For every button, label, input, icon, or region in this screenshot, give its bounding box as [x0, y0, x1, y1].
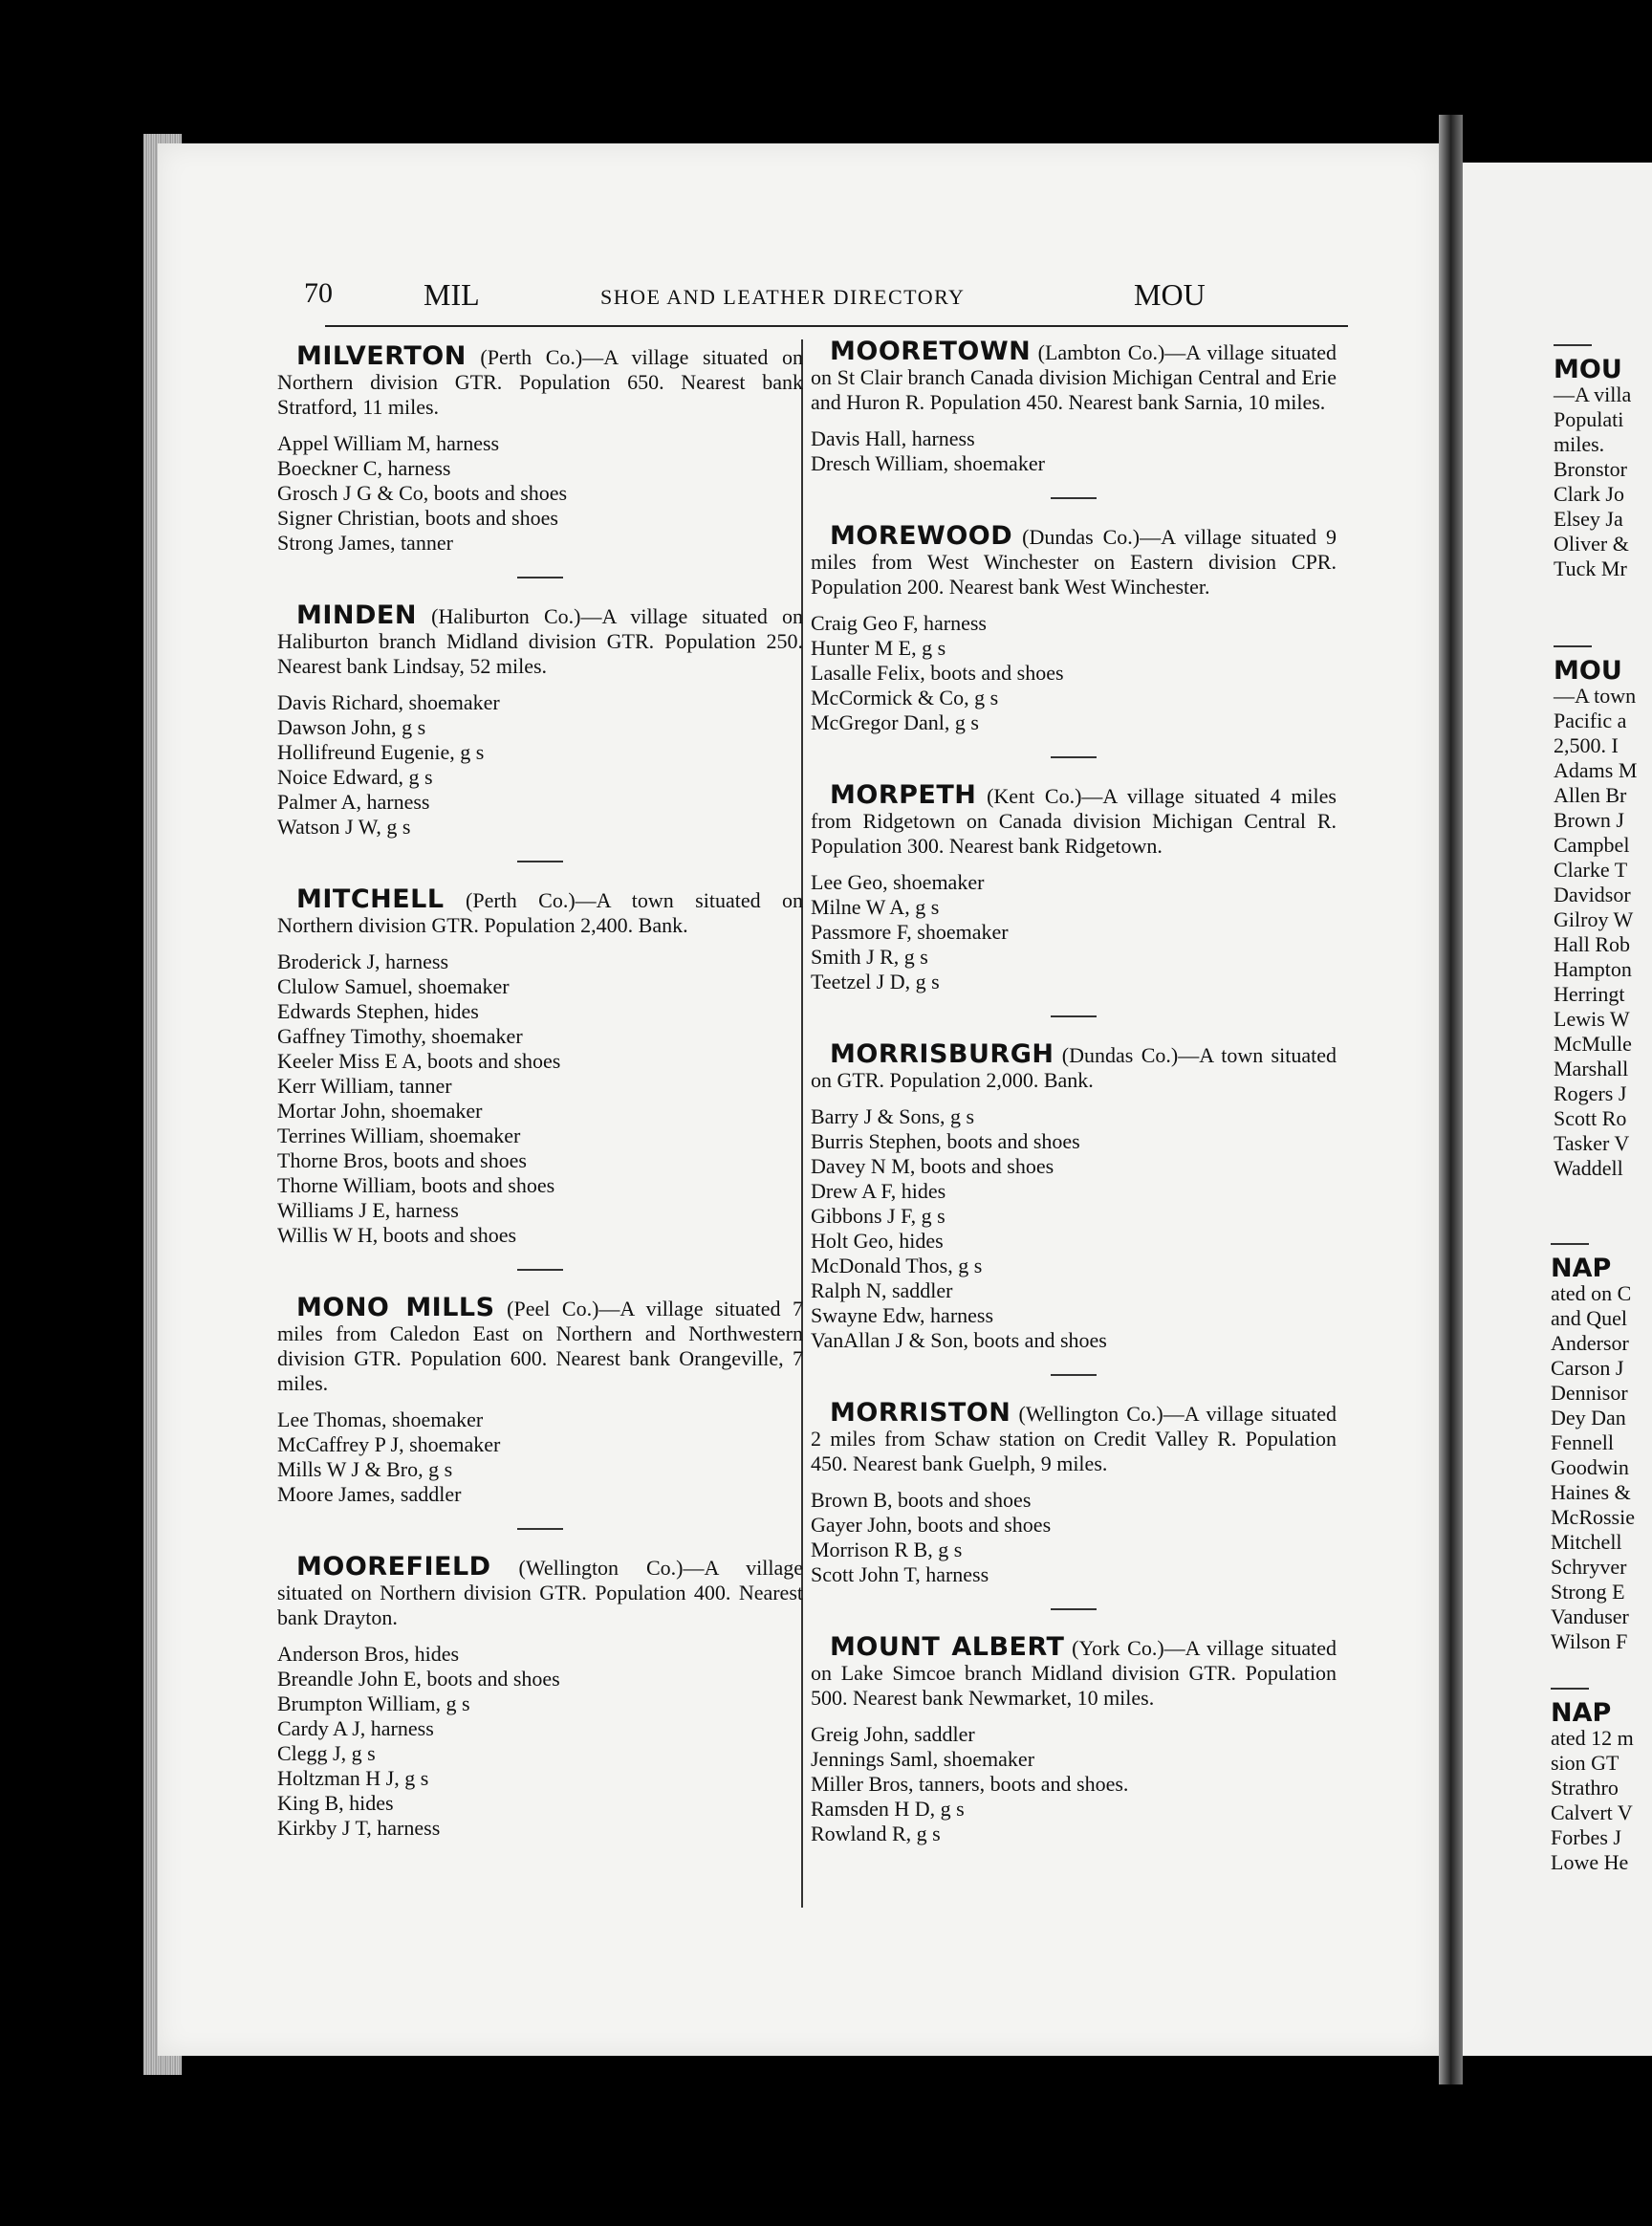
- business-listing: McGregor Danl, g s: [811, 710, 979, 734]
- entry-separator: [1051, 1015, 1097, 1017]
- town-description: [811, 1398, 1337, 1476]
- town-name: MOORETOWN: [830, 337, 1032, 366]
- entry-separator: [1051, 1608, 1097, 1610]
- book-gutter: [1439, 115, 1463, 2084]
- facing-line: Calvert V: [1551, 1800, 1633, 1824]
- business-listing: Ralph N, saddler: [811, 1278, 953, 1302]
- business-listing: Thorne Bros, boots and shoes: [277, 1148, 527, 1172]
- town-name: MILVERTON: [296, 341, 467, 371]
- town-entry: [811, 339, 1337, 476]
- town-name: MOOREFIELD: [296, 1552, 491, 1582]
- town-description: [277, 1293, 803, 1396]
- facing-line: Clarke T: [1554, 858, 1628, 882]
- business-listing: Grosch J G & Co, boots and shoes: [277, 481, 568, 505]
- business-listing: McDonald Thos, g s: [811, 1254, 983, 1277]
- town-name: MINDEN: [296, 600, 417, 630]
- facing-line: Adams M: [1554, 758, 1638, 782]
- facing-line: and Quel: [1551, 1306, 1628, 1330]
- business-listing: Davey N M, boots and shoes: [811, 1154, 1054, 1178]
- facing-line: Lewis W: [1554, 1007, 1630, 1031]
- town-name: MOUNT ALBERT: [830, 1632, 1065, 1662]
- business-listing: Rowland R, g s: [811, 1822, 941, 1845]
- business-listing: Williams J E, harness: [277, 1198, 459, 1222]
- directory-title: SHOE AND LEATHER DIRECTORY: [600, 285, 966, 309]
- town-name: MORRISBURGH: [830, 1039, 1054, 1069]
- facing-line: Fennell: [1551, 1430, 1614, 1454]
- business-listing: Gibbons J F, g s: [811, 1204, 946, 1228]
- facing-line: Marshall: [1554, 1057, 1629, 1080]
- business-listing: Mills W J & Bro, g s: [277, 1457, 453, 1481]
- facing-line: Oliver &: [1554, 532, 1629, 556]
- business-listing: Broderick J, harness: [277, 949, 449, 973]
- business-listing: Hollifreund Eugenie, g s: [277, 740, 485, 764]
- business-listing: Appel William M, harness: [277, 431, 500, 455]
- entry-separator: [517, 577, 563, 578]
- business-listing: Lee Geo, shoemaker: [811, 870, 985, 894]
- entry-separator: [517, 1269, 563, 1271]
- town-entry: [277, 1552, 803, 1841]
- business-listing: Greig John, saddler: [811, 1722, 975, 1746]
- town-entry: [811, 780, 1337, 994]
- town-details: (Dundas Co.)—A village situated 9 miles from West Winchester on Eastern division CPR. Population 200. Nearest bank West Winchester.: [811, 525, 1337, 599]
- town-description: [277, 341, 803, 420]
- facing-block: [1554, 344, 1652, 581]
- facing-line: Populati: [1554, 407, 1624, 431]
- entry-separator: [1051, 1374, 1097, 1376]
- facing-line: —A town: [1554, 684, 1637, 708]
- facing-line: —A villa: [1554, 382, 1632, 406]
- business-listing: Milne W A, g s: [811, 895, 940, 919]
- town-entry: [277, 341, 803, 556]
- facing-rule: [1554, 645, 1592, 647]
- running-head: [304, 277, 1346, 316]
- facing-rule: [1551, 1243, 1589, 1245]
- town-entry: [277, 600, 803, 840]
- business-listing: Davis Richard, shoemaker: [277, 690, 500, 714]
- business-listing: Breandle John E, boots and shoes: [277, 1667, 560, 1691]
- town-description: [811, 780, 1337, 859]
- facing-line: Gilroy W: [1554, 907, 1634, 931]
- town-name: MITCHELL: [296, 884, 445, 914]
- facing-block: [1551, 1243, 1652, 1654]
- business-listing: Teetzel J D, g s: [811, 970, 940, 993]
- right-guide-word: MOU: [1134, 277, 1206, 312]
- facing-line: Carson J: [1551, 1356, 1624, 1380]
- town-details: (Dundas Co.)—A town situated on GTR. Population 2,000. Bank.: [811, 1043, 1337, 1092]
- header-rule: [325, 325, 1348, 327]
- business-listing: Clegg J, g s: [277, 1741, 376, 1765]
- business-listing: Anderson Bros, hides: [277, 1642, 460, 1666]
- entry-separator: [517, 861, 563, 862]
- facing-town-name: NAP: [1551, 1254, 1612, 1283]
- facing-line: Hampton: [1554, 957, 1632, 981]
- town-name: MOREWOOD: [830, 521, 1013, 551]
- business-listing: McCaffrey P J, shoemaker: [277, 1432, 501, 1456]
- facing-block: [1554, 645, 1652, 1181]
- facing-line: Wilson F: [1551, 1629, 1628, 1653]
- business-listing: Swayne Edw, harness: [811, 1303, 994, 1327]
- business-listing: Edwards Stephen, hides: [277, 999, 479, 1023]
- facing-line: Dennisor: [1551, 1381, 1628, 1405]
- town-entry: [811, 1632, 1337, 1846]
- facing-line: Waddell: [1554, 1156, 1623, 1180]
- business-listing: Boeckner C, harness: [277, 456, 451, 480]
- town-entry: [811, 1398, 1337, 1587]
- business-listing: Miller Bros, tanners, boots and shoes.: [811, 1772, 1129, 1796]
- facing-line: ated 12 m: [1551, 1726, 1634, 1750]
- town-name: MORPETH: [830, 780, 977, 810]
- facing-line: Hall Rob: [1554, 932, 1631, 956]
- left-column: [277, 341, 803, 1862]
- town-details: (York Co.)—A village situated on Lake Simcoe branch Midland division GTR. Population 500. Nearest bank Newmarket, 10 miles.: [811, 1636, 1337, 1710]
- business-listing: Willis W H, boots and shoes: [277, 1223, 517, 1247]
- business-listing: Gayer John, boots and shoes: [811, 1513, 1052, 1537]
- facing-block: [1551, 1688, 1652, 1875]
- business-listing: Ramsden H D, g s: [811, 1797, 965, 1821]
- town-name: MORRISTON: [830, 1398, 1011, 1428]
- business-listing: Holtzman H J, g s: [277, 1766, 429, 1790]
- town-description: [811, 1632, 1337, 1711]
- town-description: [277, 884, 803, 938]
- business-listing: Noice Edward, g s: [277, 765, 433, 789]
- business-listing: Jennings Saml, shoemaker: [811, 1747, 1035, 1771]
- town-description: [277, 1552, 803, 1630]
- town-entry: [277, 884, 803, 1248]
- business-listing: Clulow Samuel, shoemaker: [277, 974, 510, 998]
- facing-town-name: MOU: [1554, 656, 1622, 686]
- page-number: 70: [304, 277, 333, 309]
- business-listing: Passmore F, shoemaker: [811, 920, 1009, 944]
- entry-separator: [517, 1528, 563, 1530]
- business-listing: Mortar John, shoemaker: [277, 1099, 483, 1123]
- business-listing: Signer Christian, boots and shoes: [277, 506, 558, 530]
- facing-line: Andersor: [1551, 1331, 1629, 1355]
- business-listing: Kirkby J T, harness: [277, 1816, 441, 1840]
- entry-separator: [1051, 756, 1097, 758]
- town-details: (Wellington Co.)—A village situated on Northern division GTR. Population 400. Nearest bank Drayton.: [277, 1556, 803, 1629]
- facing-rule: [1554, 344, 1592, 346]
- business-listing: Terrines William, shoemaker: [277, 1124, 521, 1147]
- town-description: [811, 339, 1337, 415]
- facing-line: Rogers J: [1554, 1081, 1627, 1105]
- business-listing: Watson J W, g s: [277, 815, 411, 839]
- right-column: [811, 339, 1337, 1867]
- business-listing: Dawson John, g s: [277, 715, 426, 739]
- town-details: (Kent Co.)—A village situated 4 miles from Ridgetown on Canada division Michigan Central R. Population 300. Nearest bank Ridgetown.: [811, 784, 1337, 858]
- facing-line: Brown J: [1554, 808, 1624, 832]
- facing-line: Dey Dan: [1551, 1406, 1626, 1429]
- business-listing: Scott John T, harness: [811, 1562, 989, 1586]
- facing-town-name: MOU: [1554, 355, 1622, 384]
- facing-line: ated on C: [1551, 1281, 1632, 1305]
- business-listing: Brumpton William, g s: [277, 1691, 470, 1715]
- facing-line: 2,500. I: [1554, 733, 1619, 757]
- facing-line: Davidsor: [1554, 883, 1631, 906]
- business-listing: Smith J R, g s: [811, 945, 928, 969]
- business-listing: Dresch William, shoemaker: [811, 451, 1045, 475]
- facing-line: Campbel: [1554, 833, 1630, 857]
- facing-line: Tuck Mr: [1554, 556, 1627, 580]
- facing-line: McRossie: [1551, 1505, 1635, 1529]
- left-guide-word: MIL: [424, 277, 480, 312]
- facing-town-name: NAP: [1551, 1698, 1612, 1728]
- facing-line: Strong E: [1551, 1580, 1625, 1604]
- business-listing: Holt Geo, hides: [811, 1229, 944, 1253]
- business-listing: Kerr William, tanner: [277, 1074, 452, 1098]
- town-details: (Peel Co.)—A village situated 7 miles from Caledon East on Northern and Northwestern division GTR. Population 600. Nearest bank Orangeville, 7 miles.: [277, 1297, 803, 1395]
- facing-line: Allen Br: [1554, 783, 1627, 807]
- facing-line: Goodwin: [1551, 1455, 1629, 1479]
- town-entry: [811, 521, 1337, 735]
- facing-line: Herringt: [1554, 982, 1625, 1006]
- facing-line: Elsey Ja: [1554, 507, 1623, 531]
- town-name: MONO MILLS: [296, 1293, 495, 1322]
- business-listing: Lee Thomas, shoemaker: [277, 1408, 484, 1431]
- business-listing: VanAllan J & Son, boots and shoes: [811, 1328, 1107, 1352]
- town-details: (Perth Co.)—A town situated on Northern division GTR. Population 2,400. Bank.: [277, 888, 803, 937]
- facing-line: Bronstor: [1554, 457, 1627, 481]
- business-listing: Strong James, tanner: [277, 531, 453, 555]
- business-listing: Brown B, boots and shoes: [811, 1488, 1032, 1512]
- facing-line: Pacific a: [1554, 709, 1627, 732]
- town-description: [277, 600, 803, 679]
- town-details: (Perth Co.)—A village situated on Northern division GTR. Population 650. Nearest bank Stratford, 11 miles.: [277, 345, 803, 419]
- town-entry: [277, 1293, 803, 1507]
- business-listing: Gaffney Timothy, shoemaker: [277, 1024, 523, 1048]
- business-listing: Thorne William, boots and shoes: [277, 1173, 555, 1197]
- facing-line: McMulle: [1554, 1032, 1632, 1056]
- business-listing: Cardy A J, harness: [277, 1716, 434, 1740]
- facing-line: Schryver: [1551, 1555, 1627, 1579]
- facing-line: Clark Jo: [1554, 482, 1624, 506]
- facing-line: miles.: [1554, 432, 1605, 456]
- town-description: [811, 1039, 1337, 1093]
- facing-line: Strathro: [1551, 1776, 1619, 1800]
- town-description: [811, 521, 1337, 600]
- business-listing: Davis Hall, harness: [811, 426, 975, 450]
- town-entry: [811, 1039, 1337, 1353]
- business-listing: Barry J & Sons, g s: [811, 1104, 975, 1128]
- facing-line: Vanduser: [1551, 1604, 1629, 1628]
- business-listing: Lasalle Felix, boots and shoes: [811, 661, 1064, 685]
- facing-line: Forbes J: [1551, 1825, 1621, 1849]
- business-listing: McCormick & Co, g s: [811, 686, 999, 709]
- business-listing: Palmer A, harness: [277, 790, 430, 814]
- facing-page: [1463, 163, 1652, 2056]
- business-listing: King B, hides: [277, 1791, 394, 1815]
- facing-rule: [1551, 1688, 1589, 1690]
- business-listing: Hunter M E, g s: [811, 636, 946, 660]
- business-listing: Keeler Miss E A, boots and shoes: [277, 1049, 561, 1073]
- business-listing: Morrison R B, g s: [811, 1538, 963, 1561]
- facing-line: Mitchell: [1551, 1530, 1622, 1554]
- business-listing: Moore James, saddler: [277, 1482, 462, 1506]
- town-details: (Wellington Co.)—A village situated 2 miles from Schaw station on Credit Valley R. Population 450. Nearest bank Guelph, 9 miles.: [811, 1402, 1337, 1475]
- town-details: (Lambton Co.)—A village situated on St Clair branch Canada division Michigan Central and Erie and Huron R. Population 450. Nearest bank Sarnia, 10 miles.: [811, 340, 1337, 414]
- business-listing: Burris Stephen, boots and shoes: [811, 1129, 1080, 1153]
- facing-line: Scott Ro: [1554, 1106, 1627, 1130]
- entry-separator: [1051, 497, 1097, 499]
- facing-line: Tasker V: [1554, 1131, 1630, 1155]
- town-details: (Haliburton Co.)—A village situated on Haliburton branch Midland division GTR. Population 250. Nearest bank Lindsay, 52 miles.: [277, 604, 803, 678]
- facing-line: sion GT: [1551, 1751, 1619, 1775]
- facing-line: Haines &: [1551, 1480, 1631, 1504]
- business-listing: Craig Geo F, harness: [811, 611, 987, 635]
- facing-line: Lowe He: [1551, 1850, 1629, 1874]
- business-listing: Drew A F, hides: [811, 1179, 946, 1203]
